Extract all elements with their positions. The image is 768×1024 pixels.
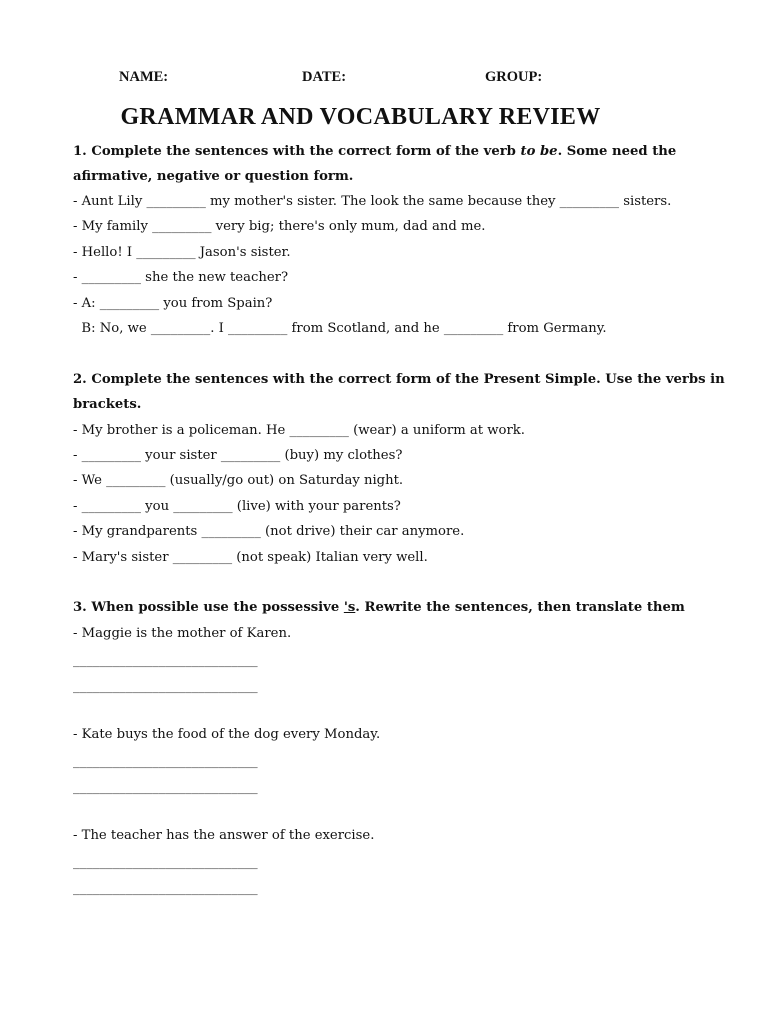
section2-heading-line2: brackets.	[73, 397, 142, 412]
name-label: NAME:	[119, 69, 169, 85]
list-item: - The teacher has the answer of the exercise.	[73, 828, 375, 843]
list-item: - A: _________ you from Spain?	[73, 296, 273, 311]
answer-line: ____________________________	[73, 780, 258, 795]
section3-heading-text-end: . Rewrite the sentences, then translate them	[355, 600, 685, 615]
list-item: - _________ she the new teacher?	[73, 270, 289, 285]
section1-heading-text-end: . Some need the	[557, 144, 677, 159]
group-label: GROUP:	[485, 69, 543, 85]
section2-heading: 2. Complete the sentences with the correct form of the Present Simple. Use the verbs in	[73, 372, 725, 387]
list-item: - My grandparents _________ (not drive) their car anymore.	[73, 524, 465, 539]
list-item: - My family _________ very big; there's only mum, dad and me.	[73, 219, 486, 234]
section3-heading-text: 3. When possible use the possessive	[73, 600, 344, 615]
section1-heading-line2: afirmative, negative or question form.	[73, 169, 354, 184]
list-item: - We _________ (usually/go out) on Saturday night.	[73, 473, 404, 488]
date-label: DATE:	[302, 69, 347, 85]
section3-heading	[73, 599, 685, 617]
section1-heading-verb: to be	[520, 144, 558, 159]
answer-line: ____________________________	[73, 855, 258, 870]
list-item: - Maggie is the mother of Karen.	[73, 626, 292, 641]
section1-heading-text: 1. Complete the sentences with the correct form of the verb	[73, 144, 521, 159]
list-item: - Hello! I _________ Jason's sister.	[73, 245, 291, 260]
list-item: - Kate buys the food of the dog every Monday.	[73, 727, 381, 742]
list-item: - _________ you _________ (live) with your parents?	[73, 499, 401, 514]
list-item: - My brother is a policeman. He _________ (wear) a uniform at work.	[73, 423, 525, 438]
answer-line: ____________________________	[73, 679, 258, 694]
page-title: GRAMMAR AND VOCABULARY REVIEW	[120, 104, 601, 130]
list-item: B: No, we _________. I _________ from Scotland, and he _________ from Germany.	[73, 321, 607, 336]
answer-line: ____________________________	[73, 653, 258, 668]
list-item: - _________ your sister _________ (buy) my clothes?	[73, 448, 403, 463]
list-item: - Mary's sister _________ (not speak) Italian very well.	[73, 550, 428, 565]
answer-line: ____________________________	[73, 881, 258, 896]
section3-heading-mark: 's	[343, 600, 356, 615]
list-item: - Aunt Lily _________ my mother's sister. The look the same because they _________ sisters.	[73, 194, 672, 209]
answer-line: ____________________________	[73, 754, 258, 769]
section1-heading	[73, 143, 676, 161]
